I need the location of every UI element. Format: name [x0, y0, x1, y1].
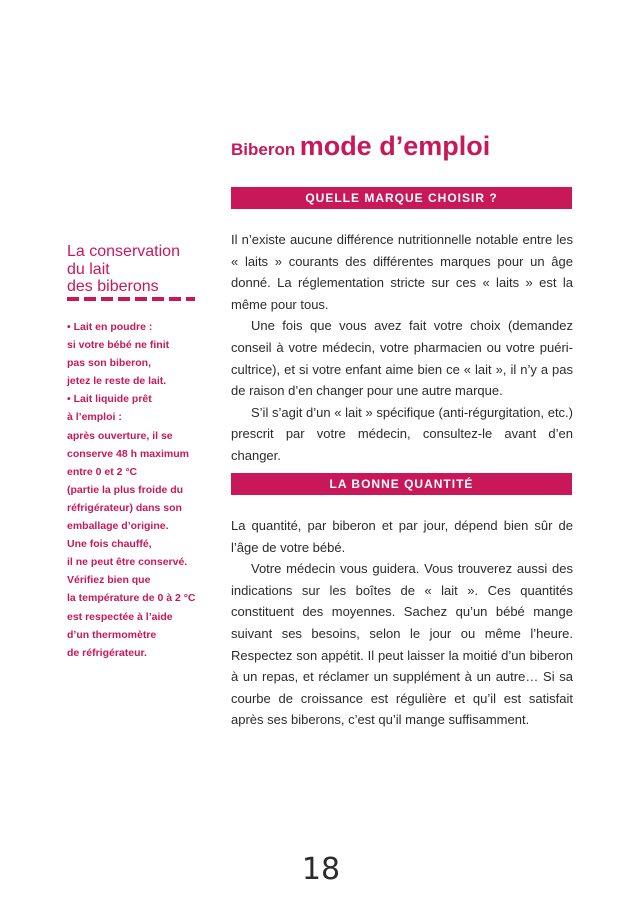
- title-small: Biberon: [231, 140, 296, 159]
- page-title: [231, 131, 490, 162]
- paragraph: S’il s’agit d’un « lait » spécifique (anti-régurgitation, etc.) prescrit par votre médecin, consultez-le avant d’en changer.: [231, 404, 573, 463]
- sidebar-line: • Lait en poudre :: [67, 321, 153, 333]
- section-heading-quantity: LA BONNE QUANTITÉ: [231, 473, 572, 495]
- section-body-brand: [231, 229, 573, 467]
- sidebar-title-line: du lait: [67, 260, 110, 278]
- sidebar-text: [67, 318, 217, 662]
- sidebar-line: il ne peut être conservé.: [67, 556, 188, 569]
- sidebar-title-line: La conservation: [67, 243, 180, 260]
- dashed-divider: [67, 297, 195, 301]
- sidebar-title: [67, 243, 207, 296]
- sidebar-line: • Lait liquide prêt: [67, 393, 152, 406]
- sidebar-line: Une fois chauffé,: [67, 538, 152, 551]
- sidebar-line: pas son biberon,: [67, 357, 152, 370]
- section-body-quantity: [231, 515, 573, 731]
- sidebar-line: conserve 48 h maximum: [67, 447, 189, 460]
- paragraph: Une fois que vous avez fait votre choix (demandez conseil à votre médecin, votre pharmacien ou votre puéri-cultrice), et si votre enfant aime bien ce « lait », il n’y a pas de raison d’en changer pour une autre marque.: [231, 318, 573, 399]
- sidebar-line: est respectée à l’aide: [67, 610, 173, 623]
- sidebar-line: de réfrigérateur.: [67, 646, 147, 659]
- sidebar-line: Vérifiez bien que: [67, 574, 151, 587]
- sidebar-line: après ouverture, il se: [67, 429, 173, 442]
- sidebar-line: jetez le reste de lait.: [67, 375, 167, 388]
- paragraph: Il n’existe aucune différence nutritionnelle notable entre les « laits » courants des différentes marques pour un âge donné. La réglementation stricte sur ces « laits » est la même pour tous.: [231, 232, 573, 312]
- sidebar-line: emballage d’origine.: [67, 520, 169, 533]
- sidebar-line: la température de 0 à 2 °C: [67, 592, 196, 605]
- paragraph: Votre médecin vous guidera. Vous trouverez aussi des indications sur les boîtes de « lait ». Ces quantités constituent des moyennes. Sachez qu’un bébé mange suivant ses besoins, selon le jour ou même l’heure. Respectez son appétit. Il peut laisser la moitié d’un biberon à un repas, et réclamer un supplément à un autre… Si sa courbe de croissance est régulière et qu’il est satisfait après ses biberons, c’est qu’il mange suffisamment.: [231, 561, 573, 728]
- sidebar-line: si votre bébé ne finit: [67, 339, 170, 352]
- sidebar-line: d’un thermomètre: [67, 628, 157, 641]
- sidebar-title-line: des biberons: [67, 278, 159, 295]
- title-big: mode d’emploi: [299, 131, 491, 161]
- sidebar-line: (partie la plus froide du: [67, 483, 184, 496]
- sidebar-line: à l’emploi :: [67, 411, 122, 424]
- sidebar-line: entre 0 et 2 °C: [67, 465, 138, 478]
- section-heading-brand: QUELLE MARQUE CHOISIR ?: [231, 187, 572, 209]
- paragraph: La quantité, par biberon et par jour, dépend bien sûr de l’âge de votre bébé.: [231, 518, 573, 555]
- page-number: 18: [301, 852, 341, 887]
- sidebar-line: réfrigérateur) dans son: [67, 501, 182, 514]
